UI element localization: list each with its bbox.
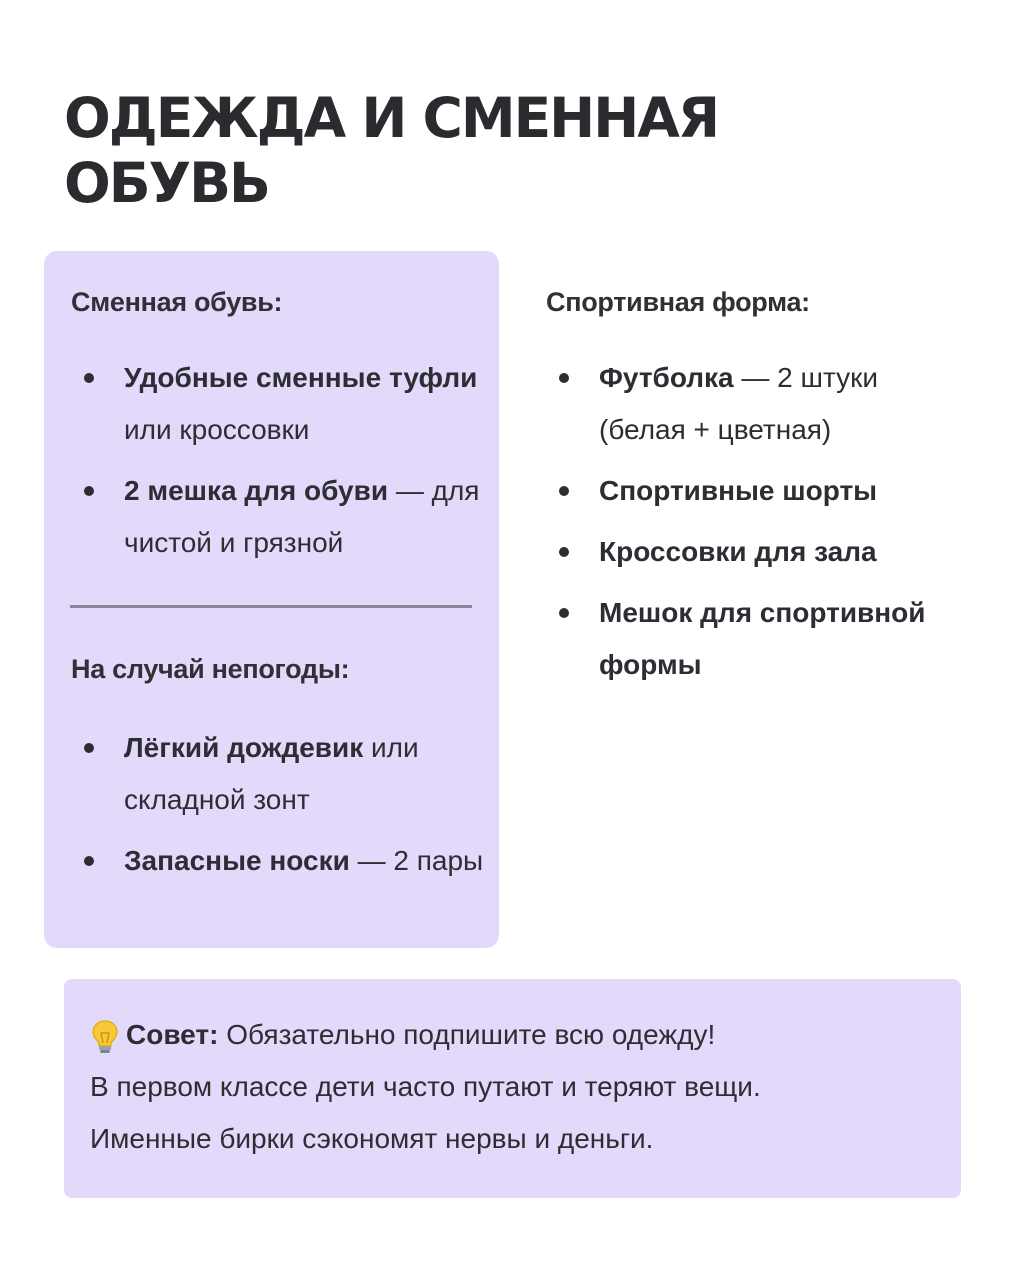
weather-list xyxy=(71,722,491,896)
sport-heading: Спортивная форма: xyxy=(546,287,810,317)
list-item xyxy=(546,587,966,691)
bullet-icon xyxy=(84,856,94,866)
list-item xyxy=(546,465,966,517)
item-text: — 2 штуки (белая + цветная) xyxy=(599,362,879,445)
item-bold-text: Мешок для спортивной формы xyxy=(599,597,926,680)
item-bold-text: Удобные сменные туфли xyxy=(124,362,478,393)
bullet-icon xyxy=(559,608,569,618)
bullet-icon xyxy=(84,743,94,753)
bullet-icon xyxy=(559,547,569,557)
item-text: или кроссовки xyxy=(124,414,310,445)
lightbulb-icon xyxy=(90,1019,126,1055)
divider xyxy=(70,605,472,608)
item-text: — 2 пары xyxy=(349,845,484,876)
bullet-icon xyxy=(559,373,569,383)
left-card xyxy=(44,251,499,948)
shoes-heading: Сменная обувь: xyxy=(71,287,283,317)
item-bold-text: Кроссовки для зала xyxy=(599,536,877,567)
item-bold-text: Лёгкий дождевик xyxy=(124,732,364,763)
list-item xyxy=(71,722,491,826)
tip-line-1 xyxy=(90,1009,935,1061)
page-title xyxy=(64,86,944,216)
item-text: — для чистой и грязной xyxy=(124,475,480,558)
bullet-icon xyxy=(84,486,94,496)
bullet-icon xyxy=(559,486,569,496)
item-text: или складной зонт xyxy=(124,732,419,815)
weather-heading: На случай непогоды: xyxy=(71,654,350,684)
bullet-icon xyxy=(84,373,94,383)
tip-label: Совет: xyxy=(126,1019,219,1050)
tip-box xyxy=(64,979,961,1198)
tip-line-2: В первом классе дети часто путают и теряют вещи. xyxy=(90,1071,761,1102)
list-item xyxy=(546,352,966,456)
item-bold-text: Футболка xyxy=(599,362,734,393)
list-item xyxy=(71,835,491,887)
list-item xyxy=(71,352,491,456)
sport-list xyxy=(546,352,966,700)
item-bold-text: 2 мешка для обуви xyxy=(124,475,389,506)
list-item xyxy=(546,526,966,578)
shoes-list xyxy=(71,352,491,578)
tip-line-3: Именные бирки сэкономят нервы и деньги. xyxy=(90,1123,654,1154)
list-item xyxy=(71,465,491,569)
item-bold-text: Спортивные шорты xyxy=(599,475,878,506)
title-line-2: ОБУВЬ xyxy=(64,151,269,215)
tip-text-1: Обязательно подпишите всю одежду! xyxy=(218,1019,716,1050)
title-line-1: ОДЕЖДА И СМЕННАЯ xyxy=(64,86,719,150)
item-bold-text: Запасные носки xyxy=(124,845,350,876)
